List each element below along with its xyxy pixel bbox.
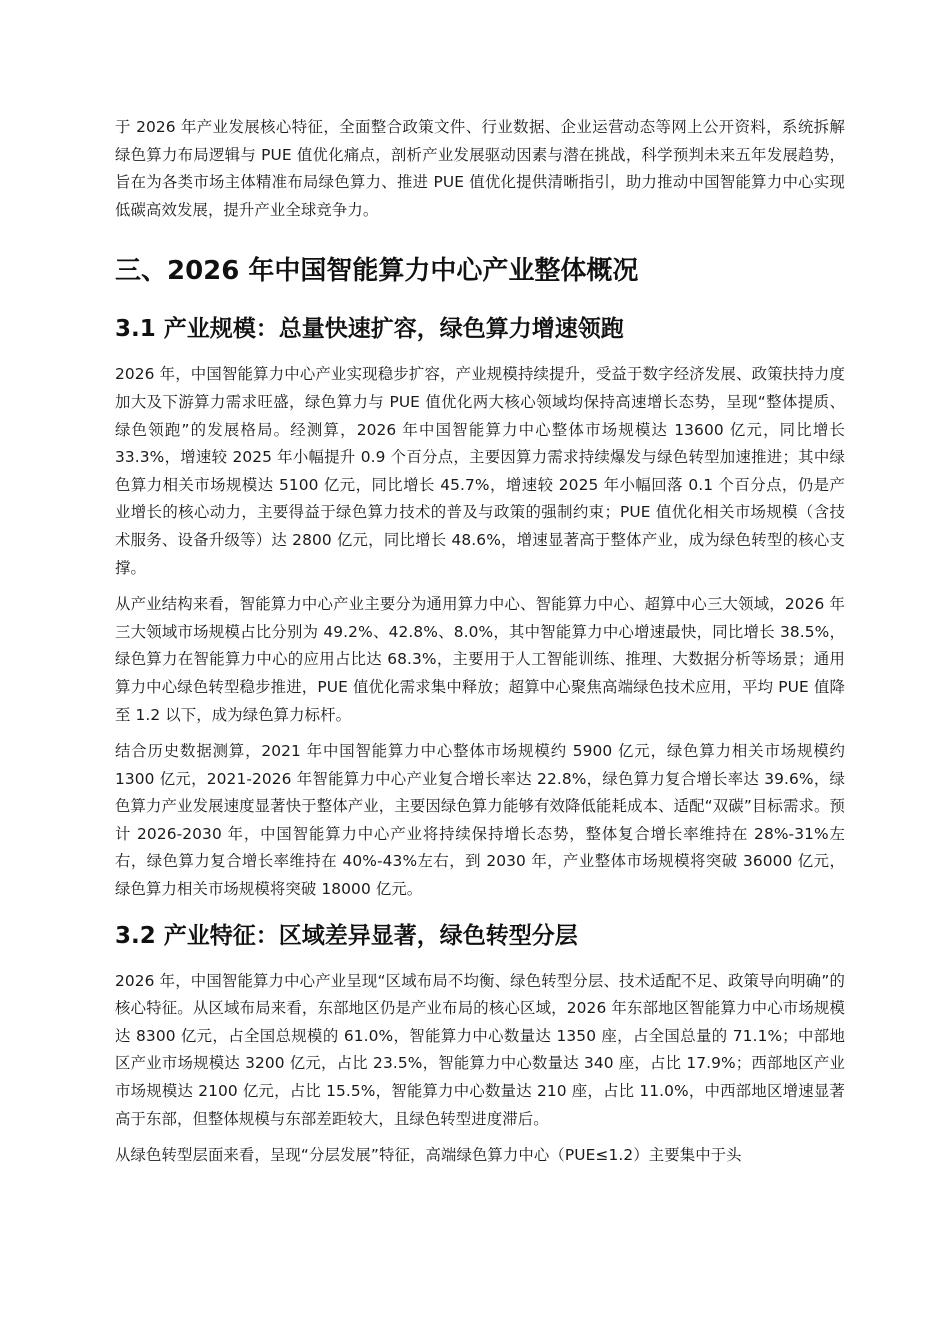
section-3-1-paragraph-2: 从产业结构来看，智能算力中心产业主要分为通用算力中心、智能算力中心、超算中心三大领域，2026 年三大领域市场规模占比分别为 49.2%、42.8%、8.0%，其中智能算力中心增速最快，同比增长 38.5%，绿色算力在智能算力中心的应用占比达 68.3%，主要用于人工智能训练、推理、大数据分析等场景；通用算力中心绿色转型稳步推进，PUE 值优化需求集中释放；超算中心聚焦高端绿色技术应用，平均 PUE 值降至 1.2 以下，成为绿色算力标杆。	[115, 595, 845, 724]
section-3-2-paragraph-1: 2026 年，中国智能算力中心产业呈现“区域布局不均衡、绿色转型分层、技术适配不足、政策导向明确”的核心特征。从区域布局来看，东部地区仍是产业布局的核心区域，2026 年东部地区智能算力中心市场规模达 8300 亿元，占全国总规模的 61.0%，智能算力中心数量达 1350 座，占全国总量的 71.1%；中部地区产业市场规模达 3200 亿元，占比 23.5%，智能算力中心数量达 340 座，占比 17.9%；西部地区产业市场规模达 2100 亿元，占比 15.5%，智能算力中心数量达 210 座，占比 11.0%，中西部地区增速显著高于东部，但整体规模与东部差距较大，且绿色转型进度滞后。	[115, 971, 845, 1128]
section-3-1-heading: 3.1 产业规模：总量快速扩容，绿色算力增速领跑	[115, 316, 624, 343]
section-3-heading: 三、2026 年中国智能算力中心产业整体概况	[115, 256, 639, 287]
document-page	[115, 114, 845, 1170]
section-3-2-paragraph-2: 从绿色转型层面来看，呈现“分层发展”特征，高端绿色算力中心（PUE≤1.2）主要集中于头	[115, 1146, 742, 1165]
section-3-2-heading: 3.2 产业特征：区域差异显著，绿色转型分层	[115, 922, 578, 949]
intro-paragraph: 于 2026 年产业发展核心特征，全面整合政策文件、行业数据、企业运营动态等网上公开资料，系统拆解绿色算力布局逻辑与 PUE 值优化痛点，剖析产业发展驱动因素与潜在挑战，科学预判未来五年发展趋势，旨在为各类市场主体精准布局绿色算力、推进 PUE 值优化提供清晰指引，助力推动中国智能算力中心实现低碳高效发展，提升产业全球竞争力。	[115, 118, 845, 219]
section-3-1-paragraph-1: 2026 年，中国智能算力中心产业实现稳步扩容，产业规模持续提升，受益于数字经济发展、政策扶持力度加大及下游算力需求旺盛，绿色算力与 PUE 值优化两大核心领域均保持高速增长态势，呈现“整体提质、绿色领跑”的发展格局。经测算，2026 年中国智能算力中心整体市场规模达 13600 亿元，同比增长 33.3%，增速较 2025 年小幅提升 0.9 个百分点，主要因算力需求持续爆发与绿色转型加速推进；其中绿色算力相关市场规模达 5100 亿元，同比增长 45.7%，增速较 2025 年小幅回落 0.1 个百分点，仍是产业增长的核心动力，主要得益于绿色算力技术的普及与政策的强制约束；PUE 值优化相关市场规模（含技术服务、设备升级等）达 2800 亿元，同比增长 48.6%，增速显著高于整体产业，成为绿色转型的核心支撑。	[115, 365, 845, 577]
section-3-1-paragraph-3: 结合历史数据测算，2021 年中国智能算力中心整体市场规模约 5900 亿元，绿色算力相关市场规模约 1300 亿元，2021-2026 年智能算力中心产业复合增长率达 22.8%，绿色算力复合增长率达 39.6%，绿色算力产业发展速度显著快于整体产业，主要因绿色算力能够有效降低能耗成本、适配“双碳”目标需求。预计 2026-2030 年，中国智能算力中心产业将持续保持增长态势，整体复合增长率维持在 28%-31%左右，绿色算力复合增长率维持在 40%-43%左右，到 2030 年，产业整体市场规模将突破 36000 亿元，绿色算力相关市场规模将突破 18000 亿元。	[115, 742, 845, 899]
